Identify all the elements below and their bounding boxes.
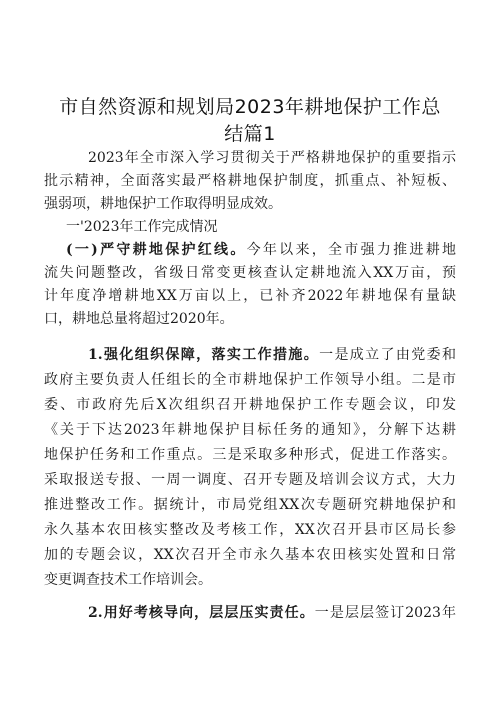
paragraph-line: 批示精神，全面落实最严格耕地保护制度，抓重点、补短板、: [44, 173, 456, 189]
paragraph-line: 计年度净增耕地XX万亩以上，已补齐2022年耕地保有量缺: [44, 288, 456, 304]
paragraph-line: 流失问题整改，省级日常变更核查认定耕地流入XX万亩，预: [44, 265, 456, 281]
subsection-heading: 2.用好考核导向，层层压实责任。: [88, 605, 315, 621]
paragraph-line: 变更调查技术工作培训会。: [44, 572, 212, 588]
paragraph-line: 《关于下达2023年耕地保护目标任务的通知》，分解下达耕: [44, 422, 456, 438]
paragraph-line: 永久基本农田核实整改及考核工作，XX次召开县市区局长参: [44, 522, 456, 538]
paragraph-line: 口，耕地总量将超过2020年。: [44, 311, 234, 327]
paragraph-line: 强弱项，耕地保护工作取得明显成效。: [44, 196, 282, 212]
document-title: [30, 94, 470, 148]
paragraph-line: 政府主要负责人任组长的全市耕地保护工作领导小组。二是市: [44, 372, 456, 388]
subsection-text: 一是成立了由党委和: [319, 347, 456, 363]
subsection-line: [66, 240, 456, 260]
section-heading: 一'2023年工作完成情况: [66, 219, 218, 235]
paragraph-line: 地保护任务和工作重点。三是采取多种形式，促进工作落实。: [44, 447, 456, 463]
paragraph-line: 推进整改工作。据统计，市局党组XX次专题研究耕地保护和: [44, 497, 456, 513]
subsection-heading: 1.强化组织保障，落实工作措施。: [88, 347, 320, 363]
paragraph-line: 2023年全市深入学习贯彻关于严格耕地保护的重要指示: [88, 150, 456, 166]
paragraph-line: 委、市政府先后X次组织召开耕地保护工作专题会议，印发: [44, 397, 456, 413]
subsection-heading: (一)严守耕地保护红线。: [66, 242, 247, 258]
title-line-1: 市自然资源和规划局2023年耕地保护工作总: [59, 96, 441, 118]
subsection-line: [88, 345, 456, 365]
subsection-text: 今年以来，全市强力推进耕地: [246, 242, 456, 258]
paragraph-line: 加的专题会议，XX次召开全市永久基本农田核实处置和日常: [44, 547, 456, 563]
subsection-text: 一是层层签订2023年: [314, 605, 456, 621]
subsection-line: [88, 603, 456, 623]
title-line-2: 结篇1: [224, 123, 276, 145]
paragraph-line: 采取报送专报、一周一调度、召开专题及培训会议方式，大力: [44, 472, 456, 488]
